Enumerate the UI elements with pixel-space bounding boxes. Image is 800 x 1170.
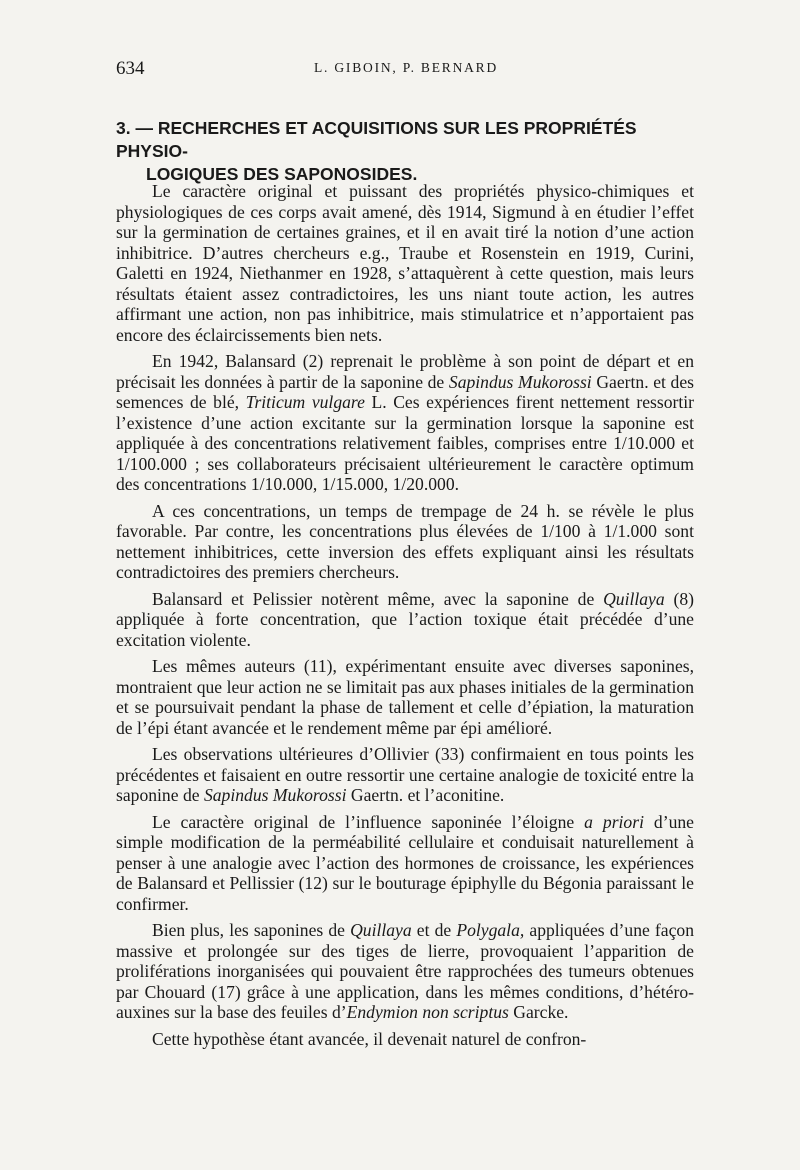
text-run: A ces concentrations, un temps de trempage de 24 h. se révèle le plus favorable. Par contre, les concentrations plus élevées de 1/100 à 1/1.000 sont nettement inhibitrices, cette inversion des effets expliquant ainsi les résultats contradictoires des premiers chercheurs. [116,500,694,582]
paragraph [116,656,694,738]
text-run: (8) appliquée à forte concentration, que l’action toxique était précédée d’une excitation violente. [116,588,694,650]
paragraph [116,744,694,806]
text-run: L. Ces expériences firent nettement ressortir l’existence d’une action excitante sur la germination lorsque la saponine est appliquée à des concentrations relativement faibles, comprises entre 1/10.000 et 1/100.000 ; ses collaborateurs précisaient ultérieurement le caractère optimum des concentrations 1/10.000, 1/15.000, 1/20.000. [116,392,695,494]
italic-term: Endymion non scriptus [346,1002,509,1022]
italic-term: Quillaya [603,588,665,609]
text-run: Garcke. [508,1002,569,1022]
italic-term: a priori [584,811,644,832]
text-run: et de [411,920,457,940]
italic-term: Polygala, [456,920,525,940]
text-run: En 1942, Balansard (2) reprenait le problème à son point de départ et en précisait les données à partir de la saponine de [116,351,694,392]
text-run: Gaertn. et l’aconitine. [346,785,505,805]
paragraph [116,501,694,583]
text-run: d’une simple modification de la perméabilité cellulaire et conduisait naturellement à penser à une analogie avec l’action des hormones de croissance, les expériences de Balansard et Pellissier (12) sur le bouturage épiphylle du Bégonia paraissant le confirmer. [116,811,694,914]
text-run: Balansard et Pelissier notèrent même, avec la saponine de [152,588,604,609]
paragraph [116,920,694,1023]
text-run: Bien plus, les saponines de [152,920,351,940]
text-run: Gaertn. et des semences de blé, [116,371,695,412]
section-heading-line-2: LOGIQUES DES SAPONOSIDES. [146,164,418,184]
running-header [116,58,696,88]
text-run: Le caractère original et puissant des propriétés physico-chimiques et physiologiques de ces corps avait amené, dès 1914, Sigmund à en étudier l’effet sur la germination de certaines graines, et il en avait tiré la notion d’une action inhibitrice. D’autres chercheurs e.g., Traube et Rosenstein en 1919, Curini, Galetti en 1924, Niethanmer en 1928, s’attaquèrent à cette question, mais leurs résultats étaient assez contradictoires, les uns niant toute action, les autres affirmant une action, non pas inhibitrice, mais stimulatrice et n’apportaient pas encore des éclaircissements bien nets. [116,181,694,345]
paragraph [116,181,694,345]
paragraph [116,351,694,495]
paragraph [116,589,694,651]
running-authors: L. GIBOIN, P. BERNARD [313,60,499,75]
text-run: appliquées d’une façon massive et prolongée sur des tiges de lierre, provoquaient l’apparition de proliférations inorganisées qui pouvaient être rapprochées des tumeurs obtenues par Chouard (17) grâce à une application, dans les mêmes conditions, d’hétéro-auxines sur la base des feuiles d’ [116,920,694,1022]
text-run: Le caractère original de l’influence saponinée l’éloigne [152,811,585,832]
text-run: Cette hypothèse étant avancée, il devenait naturel de confron- [152,1028,587,1049]
page-number: 634 [116,58,145,79]
italic-term: Quillaya [350,920,412,940]
italic-term: Sapindus Mukorossi [448,371,592,392]
paragraph [116,812,694,915]
text-run: Les observations ultérieures d’Ollivier (33) confirmaient en tous points les précédentes et faisaient en outre ressortir une certaine analogie de toxicité entre la saponine de [116,744,694,805]
section-heading [116,117,696,186]
italic-term: Sapindus Mukorossi [203,785,347,805]
text-run: Les mêmes auteurs (11), expérimentant ensuite avec diverses saponines, montraient que leur action ne se limitait pas aux phases initiales de la germination et se poursuivait pendant la phase de tallement et celle d’épiation, la maturation de l’épi étant avancée et le rendement même par épi amélioré. [116,656,694,738]
body-text [116,181,694,1055]
italic-term: Triticum vulgare [245,392,365,412]
section-heading-line-1: 3. — RECHERCHES ET ACQUISITIONS SUR LES PROPRIÉTÉS PHYSIO- [116,118,637,161]
paragraph [116,1029,694,1050]
